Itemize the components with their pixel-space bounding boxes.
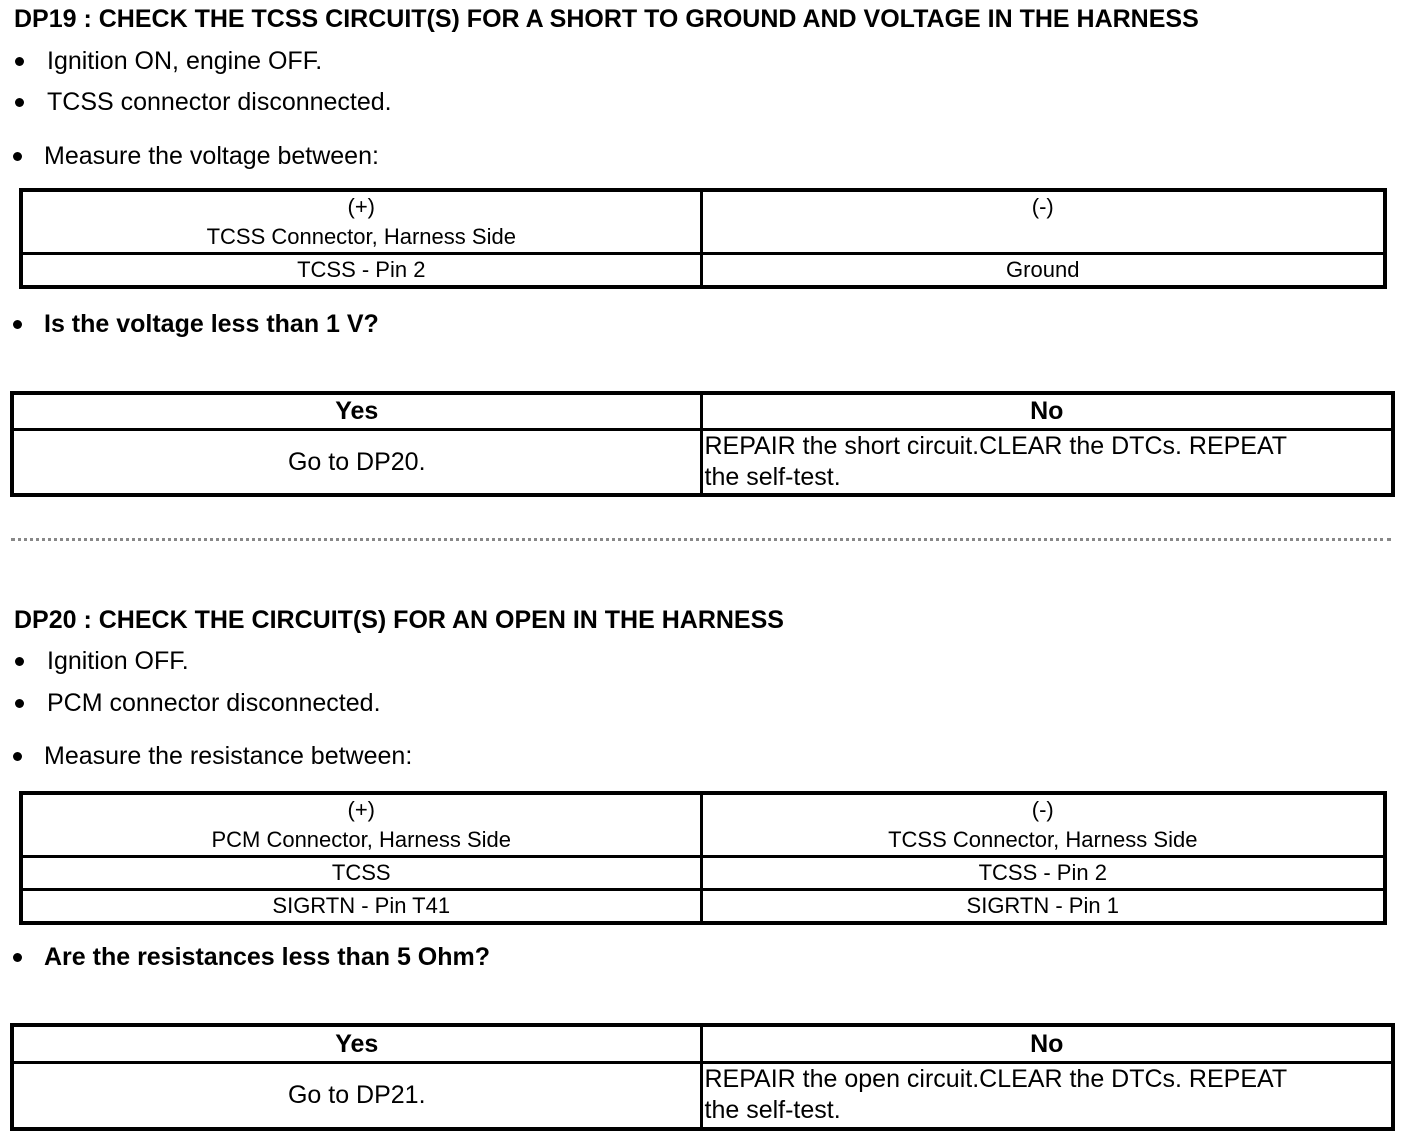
dp19-heading: DP19 : CHECK THE TCSS CIRCUIT(S) FOR A SHORT TO GROUND AND VOLTAGE IN THE HARNESS	[14, 5, 1199, 33]
dp19-bullet-2	[15, 87, 615, 117]
table-row	[21, 890, 1385, 924]
dp20-measure	[13, 741, 613, 771]
bullet-icon	[15, 699, 24, 708]
dp19-pos-label: TCSS Connector, Harness Side	[206, 224, 516, 249]
dp19-measure-text: Measure the voltage between:	[44, 142, 379, 170]
dp20-neg-label: TCSS Connector, Harness Side	[888, 827, 1198, 852]
dp20-no-header: No	[701, 1025, 1393, 1062]
dp20-question-text: Are the resistances less than 5 Ohm?	[44, 943, 491, 971]
dp19-bullet-1	[15, 46, 615, 76]
dp19-bullet-1-text: Ignition ON, engine OFF.	[47, 47, 323, 75]
dp19-no-action	[701, 429, 1393, 495]
table-row	[12, 1062, 1393, 1129]
dp20-result-table	[10, 1023, 1395, 1131]
dp20-no-action-line1: REPAIR the open circuit.CLEAR the DTCs. REPEAT	[704, 1065, 1288, 1094]
table-row	[21, 857, 1385, 890]
dp19-row1-neg: Ground	[701, 254, 1385, 288]
dp19-pos-symbol: (+)	[347, 194, 375, 219]
dp20-neg-symbol: (-)	[1031, 797, 1054, 822]
dp19-question-text: Is the voltage less than 1 V?	[44, 310, 379, 338]
dp20-row2-pos: SIGRTN - Pin T41	[21, 890, 701, 924]
dp19-bullet-2-text: TCSS connector disconnected.	[47, 88, 392, 116]
bullet-icon	[15, 98, 24, 107]
dp19-result-table	[10, 391, 1395, 497]
bullet-icon	[13, 752, 22, 761]
dp20-row1-pos: TCSS	[21, 857, 701, 890]
dp20-question	[13, 942, 713, 972]
dp20-yes-header: Yes	[12, 1025, 701, 1062]
dp19-yes-header: Yes	[12, 393, 701, 429]
dp20-heading: DP20 : CHECK THE CIRCUIT(S) FOR AN OPEN IN THE HARNESS	[14, 606, 784, 634]
bullet-icon	[13, 320, 22, 329]
section-divider	[11, 538, 1391, 541]
dp20-bullet-2	[15, 688, 615, 718]
dp20-measure-text: Measure the resistance between:	[44, 742, 413, 770]
dp19-pos-header	[21, 190, 701, 254]
dp20-row2-neg: SIGRTN - Pin 1	[701, 890, 1385, 924]
dp20-pos-label: PCM Connector, Harness Side	[211, 827, 512, 852]
dp20-row1-neg: TCSS - Pin 2	[701, 857, 1385, 890]
dp19-no-action-line1: REPAIR the short circuit.CLEAR the DTCs. REPEAT	[704, 431, 1288, 460]
bullet-icon	[13, 953, 22, 962]
dp20-bullet-2-text: PCM connector disconnected.	[47, 689, 381, 717]
table-row	[12, 429, 1393, 495]
dp20-bullet-1	[15, 646, 615, 676]
dp19-question	[13, 309, 613, 339]
dp20-no-action	[701, 1062, 1393, 1129]
dp20-measure-table	[19, 791, 1387, 925]
dp19-neg-header	[701, 190, 1385, 254]
dp20-pos-header	[21, 793, 701, 857]
dp19-measure-table	[19, 188, 1387, 289]
dp19-neg-symbol: (-)	[1031, 194, 1054, 219]
dp19-yes-action: Go to DP20.	[12, 429, 701, 495]
dp20-no-action-line2: the self-test.	[704, 1096, 841, 1125]
table-row	[21, 254, 1385, 288]
dp19-no-header: No	[701, 393, 1393, 429]
dp20-bullet-1-text: Ignition OFF.	[47, 647, 189, 675]
dp19-measure	[13, 141, 613, 171]
bullet-icon	[13, 152, 22, 161]
dp20-yes-action: Go to DP21.	[12, 1062, 701, 1129]
dp20-pos-symbol: (+)	[347, 797, 375, 822]
dp19-no-action-line2: the self-test.	[704, 462, 841, 491]
bullet-icon	[15, 57, 24, 66]
dp19-row1-pos: TCSS - Pin 2	[21, 254, 701, 288]
bullet-icon	[15, 657, 24, 666]
dp20-neg-header	[701, 793, 1385, 857]
